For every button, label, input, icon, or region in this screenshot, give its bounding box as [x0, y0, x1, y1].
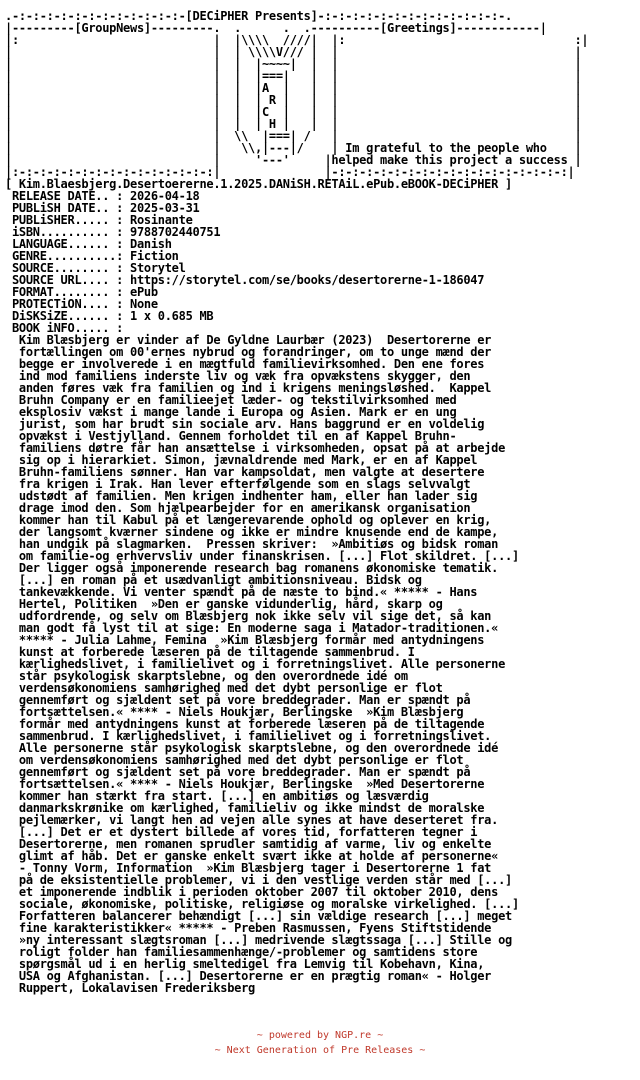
release-field-value: 2025-03-31 [130, 201, 200, 215]
book-info-line: Alle personerne står psykologisk skarptslebne, og den overordnede idé [5, 741, 499, 755]
release-field-value: https://storytel.com/se/books/desertorerne-1-186047 [130, 273, 485, 287]
book-info-line: jurist, som har brudt sin sociale arv. Hans baggrund er en voldelig [5, 417, 485, 431]
header-box-line: | | \\ |===| / | | [5, 129, 582, 143]
book-info-line: »ny interessant slægtsroman [...] medrivende slægtssaga [...] Stille og [5, 933, 512, 947]
book-info-line: man godt få lyst til at sige: En moderne saga i Matador-traditionen.« [5, 621, 499, 635]
release-field-value: 9788702440751 [130, 225, 221, 239]
book-info-line: Hertel, Politiken »Den er ganske vidunderlig, hård, skarp og [5, 597, 443, 611]
release-field-label: PROTECTiON.... : [5, 297, 131, 311]
book-info-line: Bruhn-familiens sønner. Han var kampsoldat, men valgte at desertere [5, 465, 485, 479]
book-info-line: opvækst i Vestjylland. Gennem forholdet til en af Kappel Bruhn- [5, 429, 457, 443]
book-info-line: udfordrende, og selv om Blæsbjerg nok ikke selv vil sige det, så kan [5, 609, 492, 623]
book-info-line: danmarkskrønike om kærlighed, familieliv og ikke mindst de moralske [5, 801, 485, 815]
header-box-line: | | | |~~~~| | | | [5, 57, 582, 71]
release-field-label: SOURCE URL.... : [5, 273, 131, 287]
book-info-line: Der ligger også imponerende research bag romanens økonomiske tematik. [5, 561, 499, 575]
release-field-label: SOURCE........ : [5, 261, 131, 275]
book-info-line: begge er involverede i en mægtfuld familievirksomhed. Den ene fores [5, 357, 485, 371]
book-info-line: sociale, økonomiske, politiske, religiøse og moralske virkelighed. [...] [5, 897, 519, 911]
book-info-line: fine karakteristikker« ***** - Preben Rasmussen, Fyens Stiftstidende [5, 921, 492, 935]
book-info-line: Bruhn Company er en familieejet læder- og tekstilvirksomhed med [5, 393, 457, 407]
book-info-line: Kim Blæsbjerg er vinder af De Gyldne Laurbær (2023) Desertorerne er [5, 333, 492, 347]
book-info-line: eksplosiv vækst i mange lande i Europa og Asien. Mark er en ung [5, 405, 457, 419]
book-info-line: på de eksistentielle problemer, vi i den vestlige verden står med [...] [5, 873, 512, 887]
book-info-line: familiens døtre får han ansættelse i virksomheden, opsat på at arbejde [5, 441, 506, 455]
release-field-value: ePub [130, 285, 158, 299]
header-box-line: |---------[GroupNews]---------. . . .----------[Greetings]------------| [5, 21, 547, 35]
book-info-line: sammenbrud. I kærlighedslivet, i familielivet og i forretningslivet. [5, 729, 492, 743]
book-info-line: - Tonny Vorm, Information »Kim Blæsbjerg tager i Desertorerne 1 fat [5, 861, 492, 875]
footer-powered-by: ~ powered by NGP.re ~ [256, 1030, 384, 1041]
book-info-line: glimt af håb. Det er ganske enkelt svært ikke at holde af personerne« [5, 849, 499, 863]
release-field-value: 1 x 0.685 MB [130, 309, 214, 323]
header-box-line: | | | |C | | | | [5, 105, 582, 119]
header-box-line: | | | | R | | | | [5, 93, 582, 107]
book-info-line: om familie-og erhvervsliv under finanskrisen. [...] Flot skildret. [...] [5, 549, 519, 563]
book-info-line: om verdensøkonomiens samhørighed med det dybt personlige er flot [5, 753, 464, 767]
header-box-line: | | \\,|---|/ | Im grateful to the people who | [5, 141, 582, 155]
book-info-line: fra krigen i Irak. Han lever efterfølgende som en slags selvvalgt [5, 477, 471, 491]
book-info-line: [...] Det er et dystert billede af vores tid, forfatteren tegner i [5, 825, 478, 839]
book-info-line: udstødt af familien. Men krigen indhenter ham, eller han lader sig [5, 489, 478, 503]
release-field-value: Fiction [130, 249, 179, 263]
header-banner: .-:-:-:-:-:-:-:-:-:-:-:-:-[DECiPHER Presents]-:-:-:-:-:-:-:-:-:-:-:-:-:-. [5, 9, 512, 23]
footer [0, 1028, 640, 1058]
book-info-line: kommer han til Kabul på et længerevarende ophold og oplever en krig, [5, 513, 492, 527]
book-info-line: tankevækkende. Vi venter spændt på de næste to bind.« ***** - Hans [5, 585, 478, 599]
release-field-label: PUBLiSHER..... : [5, 213, 131, 227]
release-field-label: BOOK iNFO..... : [5, 321, 131, 335]
release-field-label: FORMAT........ : [5, 285, 131, 299]
book-info-line: gennemført og sjældent set på vore breddegrader. Man er spændt på [5, 693, 471, 707]
book-info-line: drage imod den. Som hjælpearbejder for en amerikansk organisation [5, 501, 471, 515]
book-info-line: roligt folder han familiesammenhænge/-problemer og samtidens store [5, 945, 478, 959]
book-info-line: verdensøkonomiens samhørighed med det dybt personlige er flot [5, 681, 443, 695]
book-info-line: han undgik på slagmarken. Pressen skriver: »Ambitiøs og bidsk roman [5, 537, 499, 551]
book-info-line: Forfatteren balancerer behændigt [...] sin vældige research [...] meget [5, 909, 512, 923]
book-info-line: gennemført og sjældent set på vore breddegrader. Man er spændt på [5, 765, 471, 779]
book-info-line: [...] en roman på et usædvanligt ambitionsniveau. Bidsk og [5, 573, 422, 587]
book-info-line: kommer han stærkt fra start. [...] en ambitiøs og læsværdig [5, 789, 429, 803]
release-field-label: DiSKSiZE...... : [5, 309, 131, 323]
release-field-label: iSBN.......... : [5, 225, 131, 239]
book-info-line: et imponerende indblik i perioden oktober 2007 til oktober 2010, dens [5, 885, 499, 899]
book-info-line: Ruppert, Lokalavisen Frederiksberg [5, 981, 256, 995]
release-field-value: Danish [130, 237, 172, 251]
release-field-value: None [130, 297, 158, 311]
header-box-line: |: | |\\\\ ////| |: :| [5, 33, 589, 47]
header-box-line: | | | |===| | | | [5, 69, 582, 83]
footer-tagline: ~ Next Generation of Pre Releases ~ [214, 1045, 426, 1056]
header-box-line: | | | \\\\V/// | | | [5, 45, 582, 59]
header-box-line: |:-:-:-:-:-:-:-:-:-:-:-:-:-:-:| |-:-:-:-:-:-:-:-:-:-:-:-:-:-:-:-:-:| [5, 165, 575, 179]
book-info-line: står psykologisk skarptslebne, og den overordnede idé om [5, 669, 408, 683]
book-info-line: ind mod familiens inderste liv og væk fra opvækstens skygger, den [5, 369, 471, 383]
nfo-document [5, 10, 588, 994]
book-info-line: USA og Afghanistan. [...] Desertorerne er en prægtig roman« - Holger [5, 969, 492, 983]
release-name: [ Kim.Blaesbjerg.Desertoererne.1.2025.DANiSH.RETAiL.ePub.eBOOK-DECiPHER ] [5, 177, 512, 191]
book-info-line: anden føres væk fra familien og ind i krigens meningsløshed. Kappel [5, 381, 492, 395]
book-info-line: spørgsmål ud i en herlig smeltedigel fra Lemvig til Kobehavn, Kina, [5, 957, 485, 971]
book-info-line: pejlemærker, vi langt hen ad vejen alle synes at have deserteret fra. [5, 813, 499, 827]
release-field-label: RELEASE DATE.. : [5, 189, 131, 203]
book-info-line: kærlighedslivet, i familielivet og i forretningslivet. Alle personerne [5, 657, 506, 671]
release-field-label: PUBLiSH DATE.. : [5, 201, 131, 215]
book-info-line: der langsomt kværner sindene og ikke er mindre knusende end de kampe, [5, 525, 499, 539]
book-info-line: fortsættelsen.« **** - Niels Houkjær, Berlingske »Kim Blæsbjerg [5, 705, 464, 719]
release-field-value: Rosinante [130, 213, 193, 227]
book-info-line: Desertorerne, men romanen sprudler samtidig af varme, liv og enkelte [5, 837, 492, 851]
header-box-line: | | | | H | | | | [5, 117, 582, 131]
book-info-line: sig op i hierarkiet. Simon, jævnaldrende med Mark, er en af Kappel [5, 453, 478, 467]
book-info-line: ***** - Julia Lahme, Femina »Kim Blæsbjerg formår med antydningens [5, 633, 485, 647]
header-box-line: | | '---' |helped make this project a success | [5, 153, 582, 167]
release-field-value: Storytel [130, 261, 186, 275]
book-info-line: kunst at forberede læseren på de tiltagende sammenbrud. I [5, 645, 415, 659]
book-info-line: fortsættelsen.« **** - Niels Houkjær, Berlingske »Med Desertorerne [5, 777, 485, 791]
release-field-label: LANGUAGE...... : [5, 237, 131, 251]
release-field-label: GENRE..........: [5, 249, 131, 263]
release-field-value: 2026-04-18 [130, 189, 200, 203]
header-box-line: | | | |A | | | | [5, 81, 582, 95]
book-info-line: fortællingen om 00'ernes nybrud og forandringer, om to unge mænd der [5, 345, 492, 359]
book-info-line: formår med antydningens kunst at forberede læseren på de tiltagende [5, 717, 485, 731]
